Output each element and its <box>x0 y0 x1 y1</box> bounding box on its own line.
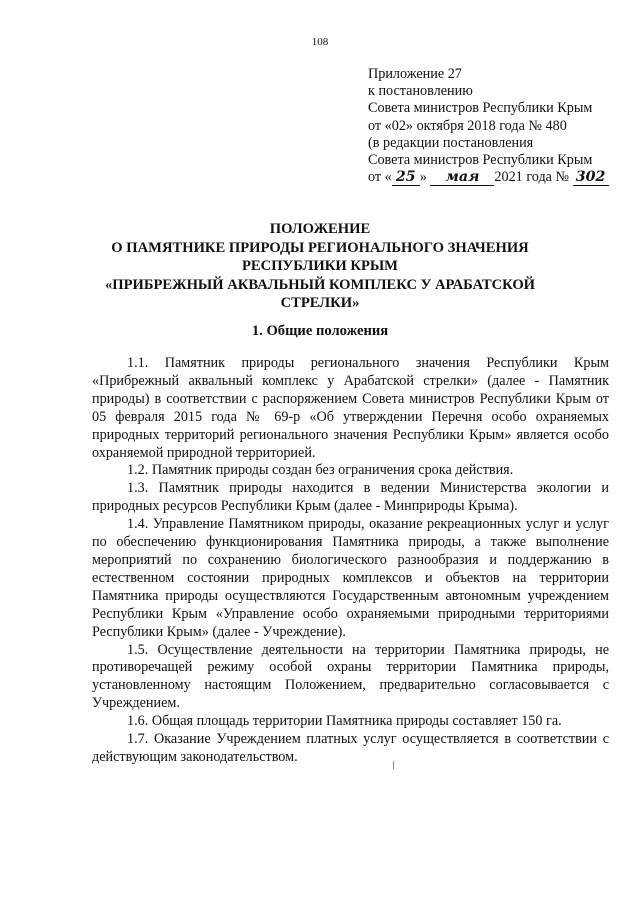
date-prefix: от « <box>368 169 392 186</box>
title-line: «ПРИБРЕЖНЫЙ АКВАЛЬНЫЙ КОМПЛЕКС У АРАБАТСКОЙ <box>104 276 536 293</box>
handwritten-day: 25 <box>392 170 420 186</box>
paragraph: 1.6. Общая площадь территории Памятника природы составляет 150 га. <box>127 713 562 730</box>
paragraph: 1.4. Управление Памятником природы, оказание рекреационных услуг и услуг по обеспечению функционирования Памятника природы, а также выполнение мероприятий по сохранению биологического разнообразия и поддержанию в естественном состоянии природных комплексов и объектов на территории Памятника природы осуществляются Государственным автономным учреждением Республики Крым «Управление особо охраняемыми природными территориями Республики Крым» (далее - Учреждение). <box>92 516 609 640</box>
appendix-line: (в редакции постановления <box>368 134 534 151</box>
title-line: РЕСПУБЛИКИ КРЫМ <box>242 258 398 274</box>
appendix-line: к постановлению <box>368 83 473 100</box>
date-mid: » <box>419 169 427 186</box>
appendix-line: от «02» октября 2018 года № 480 <box>368 117 567 134</box>
appendix-block <box>368 66 618 186</box>
paragraph: 1.5. Осуществление деятельности на территории Памятника природы, не противоречащей режиму особой охраны территории Памятника природы, установленному настоящим Положением, предварительно согласовывается с Учреждением. <box>92 641 609 712</box>
title-line: О ПАМЯТНИКЕ ПРИРОДЫ РЕГИОНАЛЬНОГО ЗНАЧЕНИЯ <box>111 239 529 256</box>
section-heading: 1. Общие положения <box>251 323 389 339</box>
paragraph: 1.7. Оказание Учреждением платных услуг осуществляется в соответствии с действующим законодательством. <box>92 731 609 765</box>
appendix-line: Приложение 27 <box>368 66 462 82</box>
paragraph: 1.2. Памятник природы создан без ограничения срока действия. <box>127 462 514 479</box>
title-line: ПОЛОЖЕНИЕ <box>269 221 371 237</box>
handwritten-number: 302 <box>573 170 609 186</box>
handwritten-month: мая <box>430 170 494 186</box>
body-text <box>92 355 609 767</box>
appendix-line: Совета министров Республики Крым <box>368 100 593 117</box>
appendix-line: Совета министров Республики Крым <box>368 152 593 169</box>
appendix-date-line <box>368 169 618 186</box>
pen-mark: / <box>389 757 398 773</box>
document-title <box>90 220 550 313</box>
page-number: 108 <box>311 36 329 48</box>
paragraph: 1.1. Памятник природы регионального значения Республики Крым «Прибрежный аквальный комплекс у Арабатской стрелки» (далее - Памятник природы) в соответствии с распоряжением Совета министров Республики Крым от 05 февраля 2015 года № 69-р «Об утверждении Перечня особо охраняемых природных территорий регионального значения Республики Крым» является особо охраняемой природной территорией. <box>92 355 609 461</box>
year-text: 2021 года № <box>494 169 570 186</box>
paragraph: 1.3. Памятник природы находится в ведении Министерства экологии и природных ресурсов Республики Крым (далее - Минприроды Крыма). <box>92 480 609 515</box>
title-line: СТРЕЛКИ» <box>280 295 360 311</box>
